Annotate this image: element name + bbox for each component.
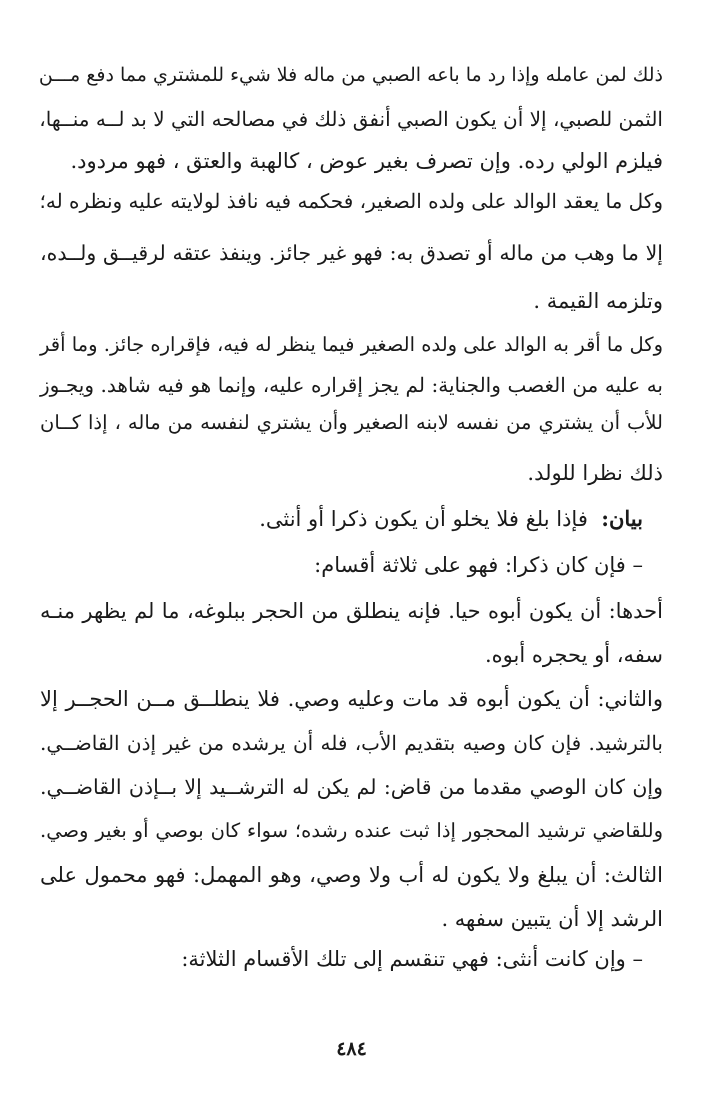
page-number: ٤٨٤ bbox=[336, 1038, 367, 1060]
text-line: – وإن كانت أنثى: فهي تنقسم إلى تلك الأقسام الثلاثة: bbox=[181, 947, 643, 971]
text-line: للأب أن يشتري من نفسه لابنه الصغير وأن يشتري لنفسه من ماله ، إذا كــان bbox=[40, 411, 663, 434]
text-line: بالترشيد. فإن كان وصيه بتقديم الأب، فله أن يرشده من غير إذن القاضــي. bbox=[40, 731, 663, 755]
text-line: الثالث: أن يبلغ ولا يكون له أب ولا وصي، وهو المهمل: فهو محمول على bbox=[40, 863, 663, 887]
bayan-paragraph bbox=[40, 504, 643, 534]
text-line: ذلك لمن عامله وإذا رد ما باعه الصبي من ماله فلا شيء للمشتري مما دفع مـــن bbox=[38, 64, 663, 86]
text-line: إلا ما وهب من ماله أو تصدق به: فهو غير جائز. وينفذ عتقه لرقيــق ولــده، bbox=[40, 241, 663, 265]
text-line: والثاني: أن يكون أبوه قد مات وعليه وصي. فلا ينطلــق مــن الحجــر إلا bbox=[40, 687, 663, 711]
bayan-label: بيان: bbox=[601, 506, 643, 531]
text-line: الثمن للصبي، إلا أن يكون الصبي أنفق ذلك في مصالحه التي لا بد لــه منــها، bbox=[39, 107, 663, 131]
text-line: فيلزم الولي رده. وإن تصرف بغير عوض ، كالهبة والعتق ، فهو مردود. bbox=[70, 149, 663, 173]
text-line: وكل ما يعقد الوالد على ولده الصغير، فحكمه فيه نافذ لولايته عليه ونظره له؛ bbox=[39, 189, 663, 213]
text-line: به عليه من الغصب والجناية: لم يجز إقراره عليه، وإنما هو فيه شاهد. ويجـوز bbox=[40, 373, 663, 397]
text-line: وللقاضي ترشيد المحجور إذا ثبت عنده رشده؛ سواء كان بوصي أو بغير وصي. bbox=[40, 819, 663, 842]
text-line: وإن كان الوصي مقدما من قاض: لم يكن له الترشــيد إلا بــإذن القاضــي. bbox=[40, 775, 663, 799]
text-line: وكل ما أقر به الوالد على ولده الصغير فيما ينظر له فيه، فإقراره جائز. وما أقر bbox=[40, 333, 663, 356]
text-line: أحدها: أن يكون أبوه حيا. فإنه ينطلق من الحجر ببلوغه، ما لم يظهر منـه bbox=[40, 599, 663, 623]
text-line: الرشد إلا أن يتبين سفهه . bbox=[441, 907, 663, 931]
text-line: سفه، أو يحجره أبوه. bbox=[484, 643, 663, 667]
text-line: ذلك نظرا للولد. bbox=[527, 461, 663, 485]
text-line: – فإن كان ذكرا: فهو على ثلاثة أقسام: bbox=[314, 553, 643, 577]
text-line: فإذا بلغ فلا يخلو أن يكون ذكرا أو أنثى. bbox=[259, 507, 588, 531]
text-line: وتلزمه القيمة . bbox=[533, 289, 663, 313]
